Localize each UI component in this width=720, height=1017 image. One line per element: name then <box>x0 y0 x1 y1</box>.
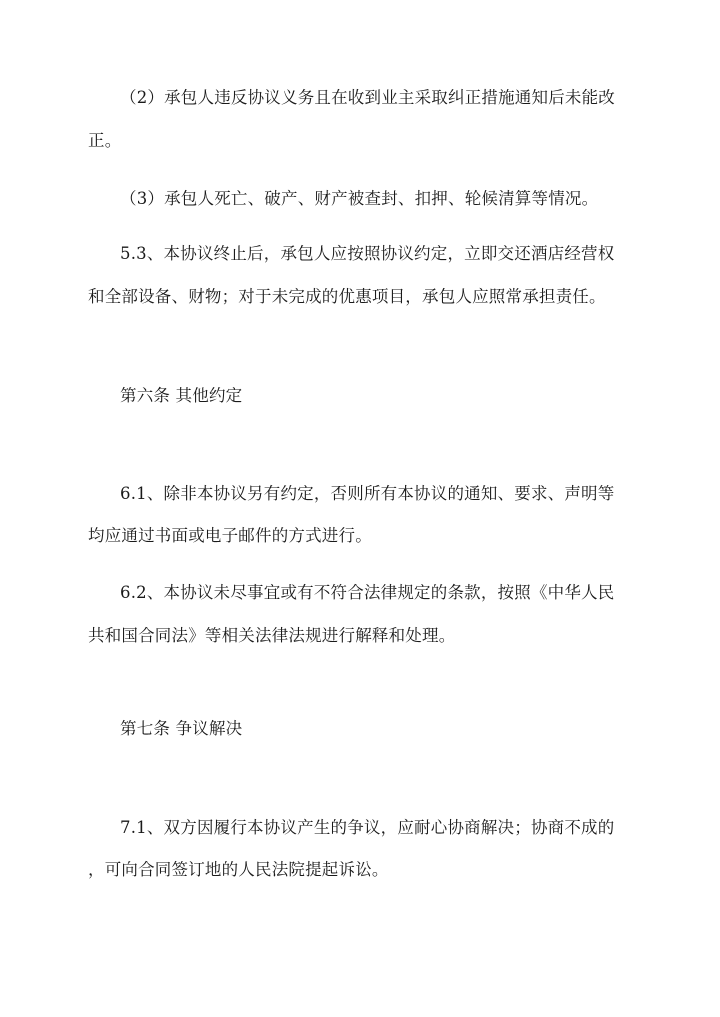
clause-6-1-line-1: 6.1、除非本协议另有约定，否则所有本协议的通知、要求、声明等 <box>120 484 615 503</box>
clause-6-1-line-2: 均应通过书面或电子邮件的方式进行。 <box>88 526 372 545</box>
clause-6-2-line-1: 6.2、本协议未尽事宜或有不符合法律规定的条款，按照《中华人民 <box>120 583 615 602</box>
clause-5-2-item-2-line-1: （2）承包人违反协议义务且在收到业主采取纠正措施通知后未能改 <box>120 88 615 107</box>
article-7-heading: 第七条 争议解决 <box>120 719 243 738</box>
clause-7-1-line-1: 7.1、双方因履行本协议产生的争议，应耐心协商解决；协商不成的 <box>120 818 615 837</box>
clause-5-3-line-1: 5.3、本协议终止后，承包人应按照协议约定，立即交还酒店经营权 <box>120 244 615 263</box>
clause-6-2-line-2: 共和国合同法》等相关法律法规进行解释和处理。 <box>88 626 456 645</box>
clause-5-3-line-2: 和全部设备、财物；对于未完成的优惠项目，承包人应照常承担责任。 <box>88 287 606 306</box>
clause-7-1-line-2: ，可向合同签订地的人民法院提起诉讼。 <box>88 860 389 879</box>
clause-5-2-item-2-line-2: 正。 <box>88 131 122 150</box>
clause-5-2-item-3: （3）承包人死亡、破产、财产被查封、扣押、轮候清算等情况。 <box>120 189 599 208</box>
article-6-heading: 第六条 其他约定 <box>120 386 243 405</box>
